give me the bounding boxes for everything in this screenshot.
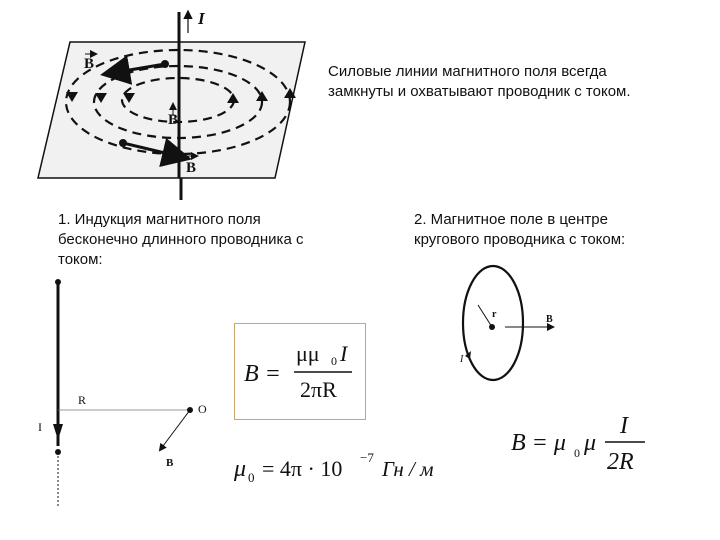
- svg-text:B: B: [546, 314, 553, 325]
- svg-text:μ: μ: [584, 430, 597, 456]
- svg-text:R: R: [78, 393, 87, 407]
- svg-text:μμ: μμ: [296, 341, 320, 366]
- svg-text:O: O: [198, 402, 207, 416]
- svg-text:−7: −7: [360, 450, 374, 465]
- svg-text:μ: μ: [234, 456, 247, 482]
- svg-text:I: I: [38, 420, 42, 434]
- svg-text:0: 0: [331, 354, 337, 368]
- svg-text:B: B: [186, 160, 197, 176]
- svg-text:r: r: [492, 309, 497, 320]
- svg-text:B: B: [84, 56, 95, 72]
- formula-mu0: [226, 442, 456, 492]
- svg-text:I: I: [460, 354, 464, 365]
- svg-text:B = μ: B = μ: [511, 430, 566, 456]
- svg-text:= 4π · 10: = 4π · 10: [262, 456, 343, 481]
- item1-heading: 1. Индукция магнитного поля бесконечно длинного проводника с током:: [58, 211, 304, 268]
- formula-b-loop: [505, 405, 665, 485]
- plane: [38, 42, 305, 178]
- svg-text:I: I: [620, 413, 628, 439]
- svg-text:0: 0: [248, 470, 255, 485]
- item2-heading: 2. Магнитное поле в центре кругового проводника с током:: [414, 211, 626, 248]
- svg-text:2πR: 2πR: [300, 377, 337, 402]
- svg-text:2R: 2R: [607, 449, 634, 475]
- svg-text:Гн / м: Гн / м: [382, 457, 434, 481]
- svg-text:B: B: [168, 112, 179, 128]
- svg-text:I: I: [340, 341, 348, 366]
- radius-vector: [478, 305, 492, 327]
- b-vector-item1: [160, 410, 190, 450]
- current-label-top: I: [198, 9, 205, 28]
- svg-text:B =: B =: [244, 361, 281, 387]
- svg-text:B: B: [166, 457, 174, 469]
- formula-b-straight: [234, 323, 364, 418]
- statement-text: Силовые линии магнитного поля всегда замкнуты и охватывают проводник с током.: [328, 63, 631, 100]
- svg-text:0: 0: [574, 446, 580, 460]
- circular-loop: [463, 266, 523, 380]
